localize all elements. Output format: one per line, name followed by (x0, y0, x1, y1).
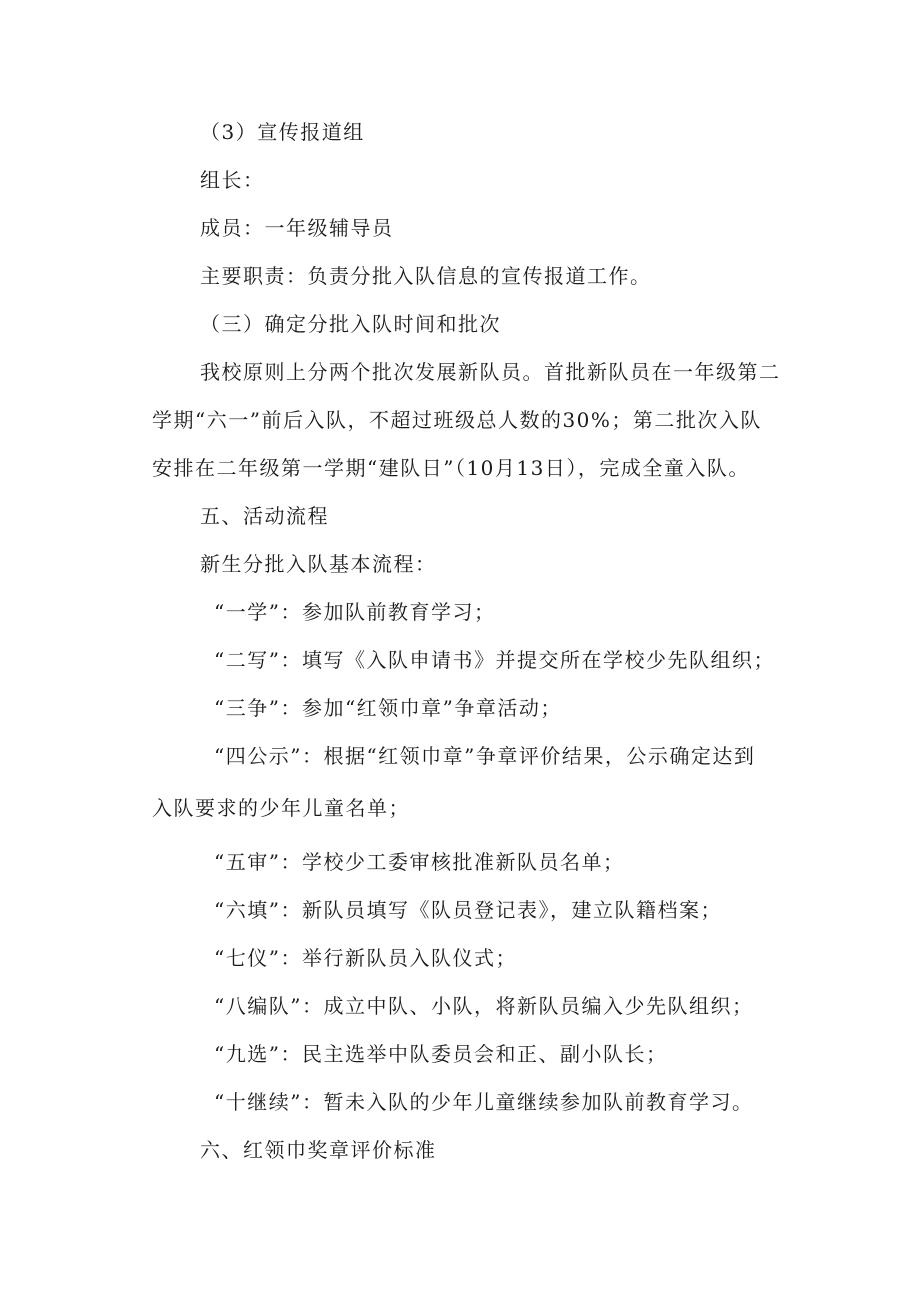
process-step-8: “八编队”：成立中队、小队，将新队员编入少先队组织； (214, 994, 754, 1018)
section-heading-batch-schedule: （三）确定分批入队时间和批次 (200, 312, 501, 336)
batch-paragraph-line-2: 学期“六一”前后入队，不超过班级总人数的30%；第二批次入队 (152, 408, 762, 432)
group-leader-line: 组长： (200, 168, 265, 192)
process-step-9: “九选”：民主选举中队委员会和正、副小队长； (214, 1042, 668, 1066)
process-step-6: “六填”：新队员填写《队员登记表》，建立队籍档案； (214, 898, 722, 922)
process-step-3: “三争”：参加“红领巾章”争章活动； (214, 696, 562, 720)
process-step-7: “七仪”：举行新队员入队仪式； (214, 946, 517, 970)
process-intro-line: 新生分批入队基本流程： (200, 552, 437, 576)
batch-paragraph-line-3: 安排在二年级第一学期“建队日”（10月13日），完成全童入队。 (152, 456, 750, 480)
process-step-10: “十继续”：暂未入队的少年儿童继续参加队前教育学习。 (214, 1090, 754, 1114)
section-heading-badge-criteria: 六、红领巾奖章评价标准 (200, 1138, 437, 1162)
process-step-1: “一学”：参加队前教育学习； (214, 600, 496, 624)
process-step-4-line-1: “四公示”：根据“红领巾章”争章评价结果，公示确定达到 (214, 744, 756, 768)
main-duties-line: 主要职责：负责分批入队信息的宣传报道工作。 (200, 264, 652, 288)
process-step-5: “五审”：学校少工委审核批准新队员名单； (214, 850, 625, 874)
process-step-2: “二写”：填写《入队申请书》并提交所在学校少先队组织； (214, 648, 775, 672)
batch-paragraph-line-1: 我校原则上分两个批次发展新队员。首批新队员在一年级第二 (200, 360, 781, 384)
process-step-4-line-2: 入队要求的少年儿童名单； (152, 796, 410, 820)
section-heading-activity-process: 五、活动流程 (200, 504, 329, 528)
group-members-line: 成员：一年级辅导员 (200, 216, 394, 240)
subsection-heading-publicity-group: （3）宣传报道组 (200, 120, 365, 144)
